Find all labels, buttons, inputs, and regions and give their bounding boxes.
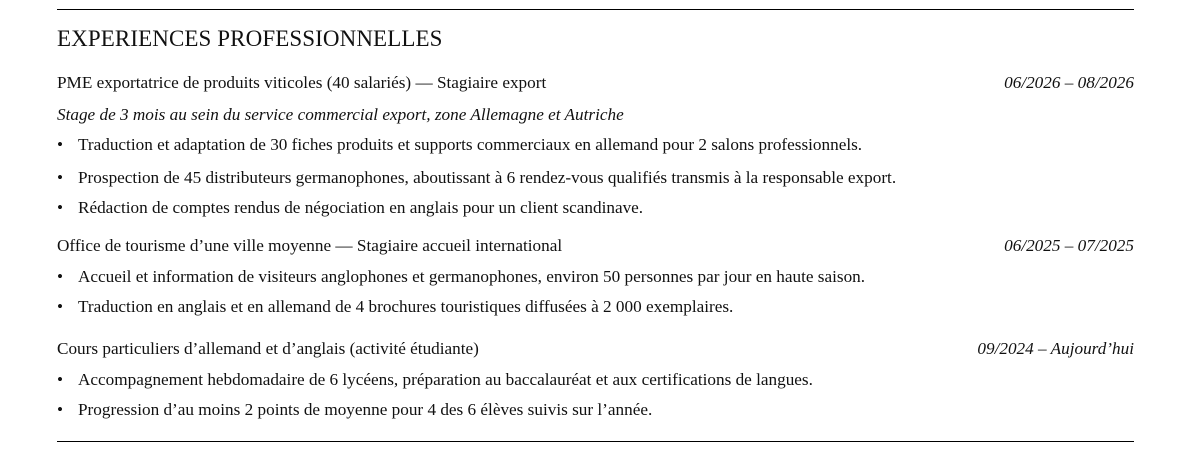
list-item: [57, 135, 1134, 155]
bullet-marker: •: [57, 267, 64, 286]
list-item-text: Prospection de 45 distributeurs germanophones, aboutissant à 6 rendez-vous qualifiés transmis à la responsable export.: [78, 168, 897, 187]
section-title: EXPERIENCES PROFESSIONNELLES: [57, 26, 443, 51]
list-item: [57, 198, 1134, 218]
list-item-text: Progression d’au moins 2 points de moyenne pour 4 des 6 élèves suivis sur l’année.: [78, 400, 653, 419]
bullet-marker: •: [57, 400, 64, 419]
bullet-marker: •: [57, 135, 64, 154]
bullet-marker: •: [57, 297, 64, 316]
bullet-marker: •: [57, 168, 64, 187]
experience-heading: Office de tourisme d’une ville moyenne — Stagiaire accueil international: [57, 236, 563, 255]
bullet-marker: •: [57, 198, 64, 217]
experience-dates: 06/2026 – 08/2026: [1004, 73, 1134, 92]
experience-subtitle: Stage de 3 mois au sein du service commercial export, zone Allemagne et Autriche: [57, 105, 624, 124]
experience-heading: Cours particuliers d’allemand et d’anglais (activité étudiante): [57, 339, 479, 358]
list-item-text: Rédaction de comptes rendus de négociation en anglais pour un client scandinave.: [78, 198, 644, 217]
bullet-marker: •: [57, 370, 64, 389]
list-item-text: Traduction en anglais et en allemand de 4 brochures touristiques diffusées à 2 000 exemplaires.: [78, 297, 734, 316]
section-top-rule: [57, 9, 1134, 10]
list-item: [57, 400, 1134, 420]
list-item-text: Traduction et adaptation de 30 fiches produits et supports commerciaux en allemand pour 2 salons professionnels.: [78, 135, 863, 154]
list-item: [57, 370, 1134, 390]
experience-heading: PME exportatrice de produits viticoles (40 salariés) — Stagiaire export: [57, 73, 547, 92]
experience-header: [57, 236, 1134, 256]
list-item-text: Accompagnement hebdomadaire de 6 lycéens, préparation au baccalauréat et aux certifications de langues.: [78, 370, 813, 389]
list-item: [57, 168, 1134, 188]
experience-dates: 09/2024 – Aujourd’hui: [977, 339, 1134, 358]
experience-header: [57, 339, 1134, 359]
experience-header: [57, 73, 1134, 93]
list-item: [57, 297, 1134, 317]
section-bottom-rule: [57, 441, 1134, 442]
list-item: [57, 267, 1134, 287]
experience-dates: 06/2025 – 07/2025: [1004, 236, 1134, 255]
list-item-text: Accueil et information de visiteurs anglophones et germanophones, environ 50 personnes par jour en haute saison.: [78, 267, 866, 286]
